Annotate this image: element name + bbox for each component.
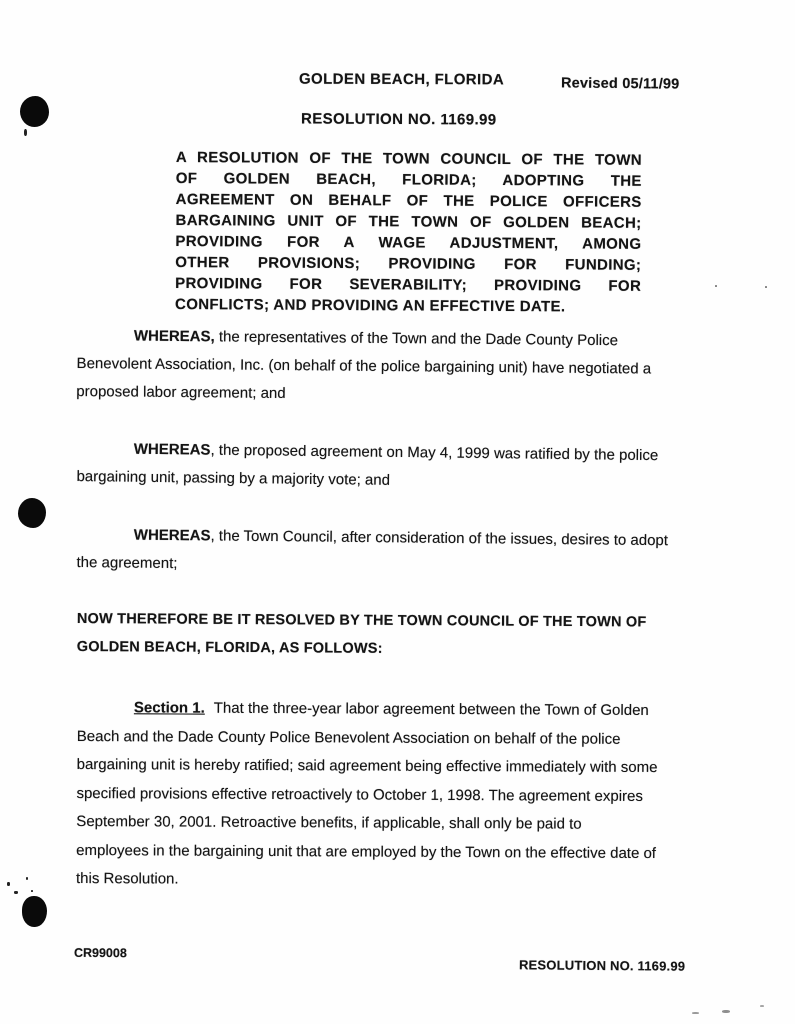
text-line: September 30, 2001. Retroactive benefits, if applicable, shall only be paid to xyxy=(76,812,582,833)
scan-speck xyxy=(692,1012,699,1014)
text-line: this Resolution. xyxy=(75,869,179,888)
text-run: the representatives of the Town and the Dade County Police xyxy=(214,328,619,350)
resolution-title-block xyxy=(175,147,642,318)
whereas-clause-2 xyxy=(76,435,737,499)
scan-speck xyxy=(722,1010,730,1013)
hole-punch-mark xyxy=(18,498,46,528)
text-line: GOLDEN BEACH, FLORIDA, AS FOLLOWS: xyxy=(76,638,383,657)
scan-speck xyxy=(31,890,33,892)
text-run: That the three-year labor agreement between the Town of Golden xyxy=(213,699,649,719)
text-line: employees in the bargaining unit that are employed by the Town on the effective date of xyxy=(76,841,657,862)
hole-punch-mark xyxy=(20,96,49,127)
scan-speck xyxy=(765,286,767,288)
scan-speck xyxy=(7,882,10,886)
text-line: NOW THEREFORE BE IT RESOLVED BY THE TOWN COUNCIL OF THE TOWN OF xyxy=(76,610,647,631)
title-line: OF GOLDEN BEACH, FLORIDA; ADOPTING THE xyxy=(175,169,642,190)
text-line: the agreement; xyxy=(76,553,178,573)
title-line: CONFLICTS; AND PROVIDING AN EFFECTIVE DATE. xyxy=(174,295,566,316)
title-line: AGREEMENT ON BEHALF OF THE POLICE OFFICERS xyxy=(175,190,642,211)
title-line: PROVIDING FOR SEVERABILITY; PROVIDING FOR xyxy=(175,274,642,295)
text-line: Benevolent Association, Inc. (on behalf of the police bargaining unit) have negotiated a xyxy=(76,354,652,378)
hole-punch-mark xyxy=(22,896,47,927)
text-line: bargaining unit, passing by a majority vote; and xyxy=(76,467,391,489)
whereas-lead: WHEREAS xyxy=(133,526,211,545)
title-line: PROVIDING FOR A WAGE ADJUSTMENT, AMONG xyxy=(175,232,642,253)
whereas-lead: WHEREAS xyxy=(133,440,211,459)
text-line xyxy=(77,694,737,726)
document-location-heading: GOLDEN BEACH, FLORIDA xyxy=(298,70,505,89)
section-1-paragraph xyxy=(76,694,737,897)
text-run: , the Town Council, after consideration of the issues, desires to adopt xyxy=(210,527,669,550)
text-line: specified provisions effective retroactively to October 1, 1998. The agreement expires xyxy=(76,784,643,805)
title-line: A RESOLUTION OF THE TOWN COUNCIL OF THE TOWN xyxy=(175,148,642,169)
resolution-number-heading: RESOLUTION NO. 1169.99 xyxy=(300,110,497,129)
whereas-lead: WHEREAS, xyxy=(133,327,215,346)
revised-date-label: Revised 05/11/99 xyxy=(560,75,680,93)
scan-speck xyxy=(26,877,28,880)
whereas-clause-3 xyxy=(76,521,737,584)
scan-speck xyxy=(24,129,27,136)
footer-document-code: CR99008 xyxy=(73,945,127,961)
footer-resolution-number: RESOLUTION NO. 1169.99 xyxy=(518,957,686,974)
scan-speck xyxy=(760,1005,764,1007)
section-label: Section 1. xyxy=(133,699,205,717)
title-line: BARGAINING UNIT OF THE TOWN OF GOLDEN BEACH; xyxy=(175,211,642,232)
text-run: , the proposed agreement on May 4, 1999 was ratified by the police xyxy=(210,441,659,465)
scan-speck xyxy=(14,891,18,894)
text-line: Beach and the Dade County Police Benevolent Association on behalf of the police xyxy=(76,727,621,748)
scan-speck xyxy=(715,285,717,287)
whereas-clause-1 xyxy=(76,322,737,412)
text-line: proposed labor agreement; and xyxy=(76,382,286,403)
text-line: bargaining unit is hereby ratified; said agreement being effective immediately with some xyxy=(76,755,658,777)
resolved-clause xyxy=(77,605,737,665)
title-line: OTHER PROVISIONS; PROVIDING FOR FUNDING; xyxy=(175,253,642,274)
